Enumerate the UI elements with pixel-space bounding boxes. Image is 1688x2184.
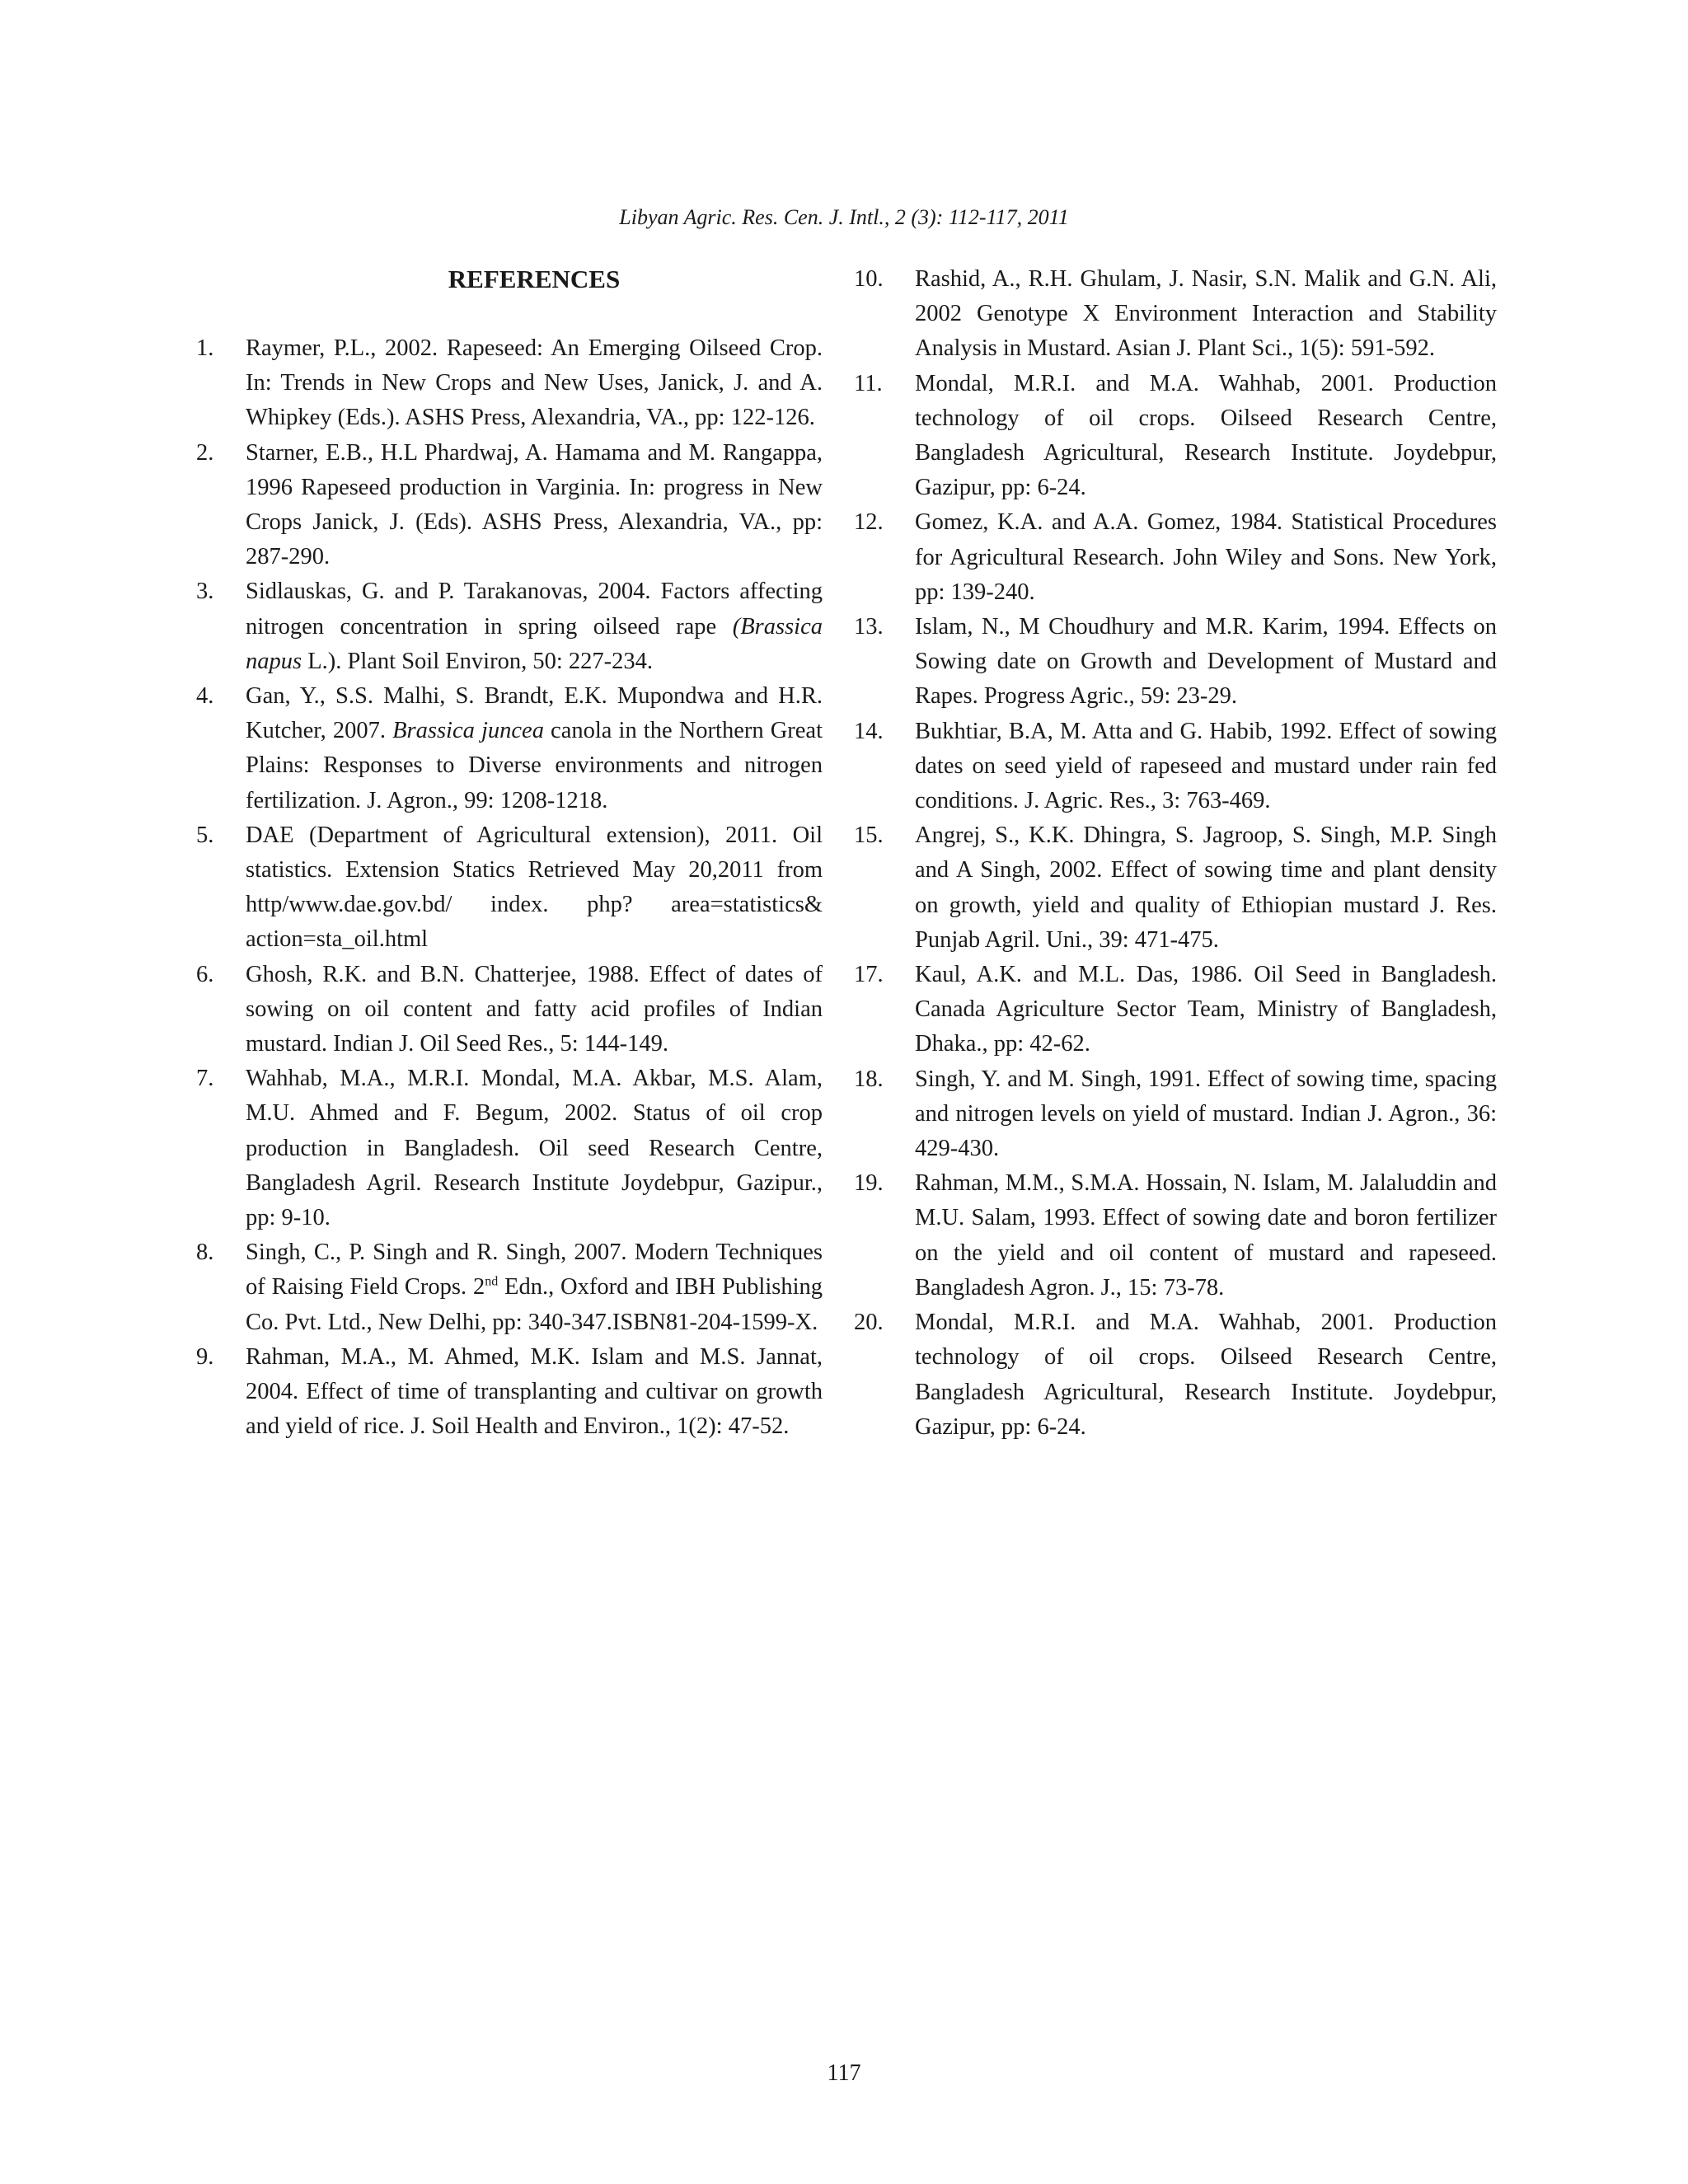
reference-text: Singh, Y. and M. Singh, 1991. Effect of sowing time, spacing and nitrogen levels on yield of mustard. Indian J. Agron., 36: 429-430. (915, 1066, 1497, 1162)
reference-item (854, 367, 1497, 506)
reference-item (196, 679, 823, 818)
page-number: 117 (827, 2060, 861, 2086)
reference-text: Starner, E.B., H.L Phardwaj, A. Hamama and M. Rangappa, 1996 Rapeseed production in Varginia. In: progress in New Crops Janick, J. (Eds). ASHS Press, Alexandria, VA., pp: 287-290. (246, 439, 823, 570)
reference-item (196, 574, 823, 679)
reference-item (854, 958, 1497, 1062)
reference-text: Mondal, M.R.I. and M.A. Wahhab, 2001. Production technology of oil crops. Oilseed Research Centre, Bangladesh Agricultural, Research Institute. Joydebpur, Gazipur, pp: 6-24. (915, 1310, 1497, 1440)
reference-number: 20. (854, 1310, 884, 1336)
running-header: Libyan Agric. Res. Cen. J. Intl., 2 (3): 112-117, 2011 (619, 205, 1069, 229)
reference-text (246, 1240, 823, 1334)
reference-text-part: Singh, C., P. Singh and R. Singh, 2007. Modern Techniques of Raising Field Crops. 2 (246, 1240, 823, 1301)
reference-item (854, 818, 1497, 958)
reference-text-part: Sidlauskas, G. and P. Tarakanovas, 2004. Factors affecting nitrogen concentration in spring oilseed rape (246, 579, 823, 640)
reference-text: DAE (Department of Agricultural extension), 2011. Oil statistics. Extension Statics Retrieved May 20,2011 from http/www.dae.gov.bd/ index. php? area=statistics& action=sta_oil.html (246, 822, 823, 953)
reference-number: 9. (196, 1343, 214, 1370)
reference-item (196, 818, 823, 958)
right-column (854, 262, 1497, 1445)
reference-text-part: Edn., Oxford and IBH Publishing Co. Pvt. Ltd., New Delhi, pp: 340-347.ISBN81-204-1599-X. (246, 1274, 823, 1335)
reference-item (854, 1166, 1497, 1305)
reference-text: Raymer, P.L., 2002. Rapeseed: An Emerging Oilseed Crop. In: Trends in New Crops and New Uses, Janick, J. and A. Whipkey (Eds.). ASHS Press, Alexandria, VA., pp: 122-126. (246, 335, 823, 431)
reference-number: 5. (196, 822, 214, 848)
reference-text (246, 683, 823, 813)
reference-text: Islam, N., M Choudhury and M.R. Karim, 1994. Effects on Sowing date on Growth and Development of Mustard and Rapes. Progress Agric., 59: 23-29. (915, 614, 1497, 710)
reference-number: 15. (854, 823, 884, 849)
reference-item (854, 505, 1497, 610)
references-heading: REFERENCES (448, 265, 621, 293)
reference-item (196, 436, 823, 575)
reference-number: 14. (854, 718, 884, 744)
reference-text: Mondal, M.R.I. and M.A. Wahhab, 2001. Production technology of oil crops. Oilseed Research Centre, Bangladesh Agricultural, Research Institute. Joydebpur, Gazipur, pp: 6-24. (915, 370, 1497, 501)
species-name: Brassica juncea (392, 718, 544, 744)
reference-item (854, 1305, 1497, 1445)
reference-item (854, 1062, 1497, 1167)
reference-number: 19. (854, 1170, 884, 1197)
edition-superscript: nd (485, 1274, 499, 1289)
reference-text: Rahman, M.A., M. Ahmed, M.K. Islam and M.S. Jannat, 2004. Effect of time of transplanting and cultivar on growth and yield of rice. J. Soil Health and Environ., 1(2): 47-52. (246, 1343, 823, 1440)
reference-text: Bukhtiar, B.A, M. Atta and G. Habib, 1992. Effect of sowing dates on seed yield of rapeseed and mustard under rain fed conditions. J. Agric. Res., 3: 763-469. (915, 718, 1497, 814)
reference-item (196, 1340, 823, 1445)
reference-text: Wahhab, M.A., M.R.I. Mondal, M.A. Akbar, M.S. Alam, M.U. Ahmed and F. Begum, 2002. Status of oil crop production in Bangladesh. Oil seed Research Centre, Bangladesh Agril. Research Institute Joydebpur, Gazipur., pp: 9-10. (246, 1066, 823, 1231)
species-name: (Brassica napus (246, 613, 823, 674)
reference-text-part: L.). Plant Soil Environ, 50: 227-234. (302, 648, 653, 674)
reference-item (196, 958, 823, 1062)
reference-text: Gomez, K.A. and A.A. Gomez, 1984. Statistical Procedures for Agricultural Research. John Wiley and Sons. New York, pp: 139-240. (915, 509, 1497, 605)
reference-text: Rashid, A., R.H. Ghulam, J. Nasir, S.N. Malik and G.N. Ali, 2002 Genotype X Environment Interaction and Stability Analysis in Mustard. Asian J. Plant Sci., 1(5): 591-592. (915, 266, 1497, 362)
reference-item (196, 1235, 823, 1340)
reference-number: 13. (854, 614, 884, 640)
reference-number: 6. (196, 961, 214, 987)
reference-text: Rahman, M.M., S.M.A. Hossain, N. Islam, M. Jalaluddin and M.U. Salam, 1993. Effect of sowing date and boron fertilizer on the yield and oil content of mustard and rapeseed. Bangladesh Agron. J., 15: 73-78. (915, 1170, 1497, 1301)
reference-item (196, 1062, 823, 1235)
reference-number: 11. (854, 370, 883, 396)
reference-number: 1. (196, 335, 214, 361)
reference-number: 12. (854, 509, 884, 536)
reference-text: Kaul, A.K. and M.L. Das, 1986. Oil Seed in Bangladesh. Canada Agriculture Sector Team, Ministry of Bangladesh, Dhaka., pp: 42-62. (915, 962, 1497, 1057)
reference-item (854, 610, 1497, 715)
reference-number: 2. (196, 439, 214, 466)
reference-text-part: canola in the Northern Great Plains: Responses to Diverse environments and nitrogen fertilization. J. Agron., 99: 1208-1218. (246, 718, 823, 813)
reference-text: Angrej, S., K.K. Dhingra, S. Jagroop, S. Singh, M.P. Singh and A Singh, 2002. Effect of sowing time and plant density on growth, yield and quality of Ethiopian mustard J. Res. Punjab Agril. Uni., 39: 471-475. (915, 823, 1497, 953)
reference-number: 4. (196, 683, 214, 710)
reference-item (854, 715, 1497, 819)
reference-text (246, 579, 823, 673)
reference-text: Ghosh, R.K. and B.N. Chatterjee, 1988. Effect of dates of sowing on oil content and fatty acid profiles of Indian mustard. Indian J. Oil Seed Res., 5: 144-149. (246, 961, 823, 1057)
reference-item (196, 331, 823, 436)
reference-number: 18. (854, 1066, 884, 1092)
reference-list-left (196, 331, 823, 1445)
reference-number: 7. (196, 1066, 214, 1092)
reference-text-part: Gan, Y., S.S. Malhi, S. Brandt, E.K. Mupondwa and H.R. Kutcher, 2007. (246, 683, 823, 744)
reference-number: 8. (196, 1240, 214, 1266)
reference-number: 10. (854, 266, 884, 292)
reference-item (854, 262, 1497, 367)
reference-list-right (854, 262, 1497, 1445)
left-column (196, 262, 823, 1445)
reference-number: 17. (854, 962, 884, 988)
reference-number: 3. (196, 579, 214, 605)
